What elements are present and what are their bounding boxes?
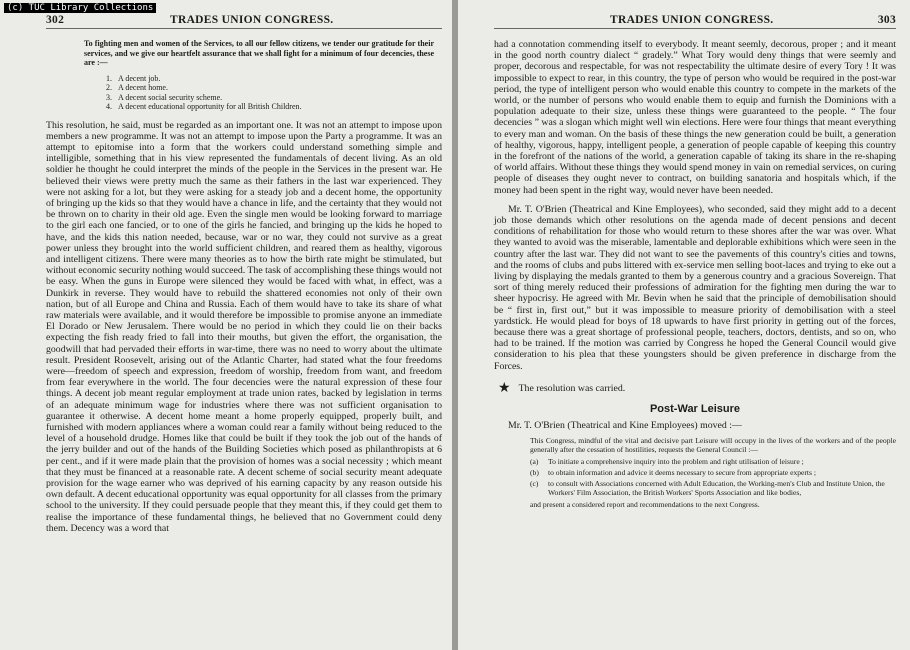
- right-page: [458, 0, 910, 650]
- speech-paragraph: This resolution, he said, must be regarded as an important one. It was not an attempt to impose upon members a new programme. It was not an attempt to impose upon the Party a programme. It was an attempt to epitomise into a form that the workers could understand something simple and intelligible, something that in his view represented the fundamentals of decent living. As an old soldier he thought he could interpret the minds of the people in the Services in the present war. He believed their views were pretty much the same as their fathers in the last war experienced. They were not asking for a lot, but they were asking for a steady job and a decent home, the opportunity of bringing up the kids so that they would have a chance in life, and the certainty that they would not be thrown on to charity in their old age. Even the single men would be looking forward to marriage to the girl each one fancied, or to one of the girls he fancied, and bringing up the kids he hoped to have, and the kids this nation needed, because, war or no war, they could not survive as a great power unless they brought into the world sufficient children, and reared them as healthy, vigorous and intelligent citizens. There were many theories as to how the birth rate might be stimulated, but without economic security nothing would succeed. The task of accomplishing these things would not be easy. When the guns in Europe were silenced they would be faced with what, in effect, was a Dunkirk in reverse. They would have to rebuild the shattered economies not only of their own nation, but of all Europe and China and Russia. Each of them would have to take its share of what raw materials were available, and it would therefore be impossible to promise anyone an immediate El Dorado or New Jerusalem. There would be no period in which they could lie on their backs expecting the fish ready fried to fall into their mouths, but given the effort, the organisation, the goodwill that had pervaded their efforts in war-time, there was no need to worry about the ultimate result. President Roosevelt, arising out of the Atlantic Charter, had stated what the four freedoms were—freedom of speech and expression, freedom of worship, freedom from want, and freedom from fear everywhere in the world. The four decencies were the natural expression of these four things. A decent job meant regular employment at trade union rates, backed by legislation in terms of an adequate minimum wage for industries where there was not sufficient organisation to guarantee it otherwise. A decent home meant a home properly equipped, properly built, and furnished with modern appliances where a woman could rear a family without being reduced to the level of a household drudge. Homes like that could be built if they took the job out of the hands of the jerry builder and out of the hands of the Building Societies which posed as philanthropists at 6 per cent., and if it were made plain that the provision of homes was a social necessity ; which meant that they must be financed at a reasonable rate. A decent scheme of social security meant adequate provision for the wage earner who was deprived of his earning capacity by any reason outside his own default. A decent educational opportunity was equal opportunity for all classes from the primary school to the university. If they could persuade people that they meant this, if they could get them to realise the importance of these fundamental things, he believed that no Government could deny them. Decency was a word that: [46, 119, 442, 534]
- motion-list: [530, 458, 896, 497]
- copyright-watermark: (c) TUC Library Collections: [4, 3, 156, 13]
- right-page-number: 303: [877, 14, 896, 26]
- star-icon: ★: [498, 380, 511, 396]
- resolution-carried: [498, 380, 896, 397]
- demands-list: [106, 74, 442, 112]
- motion-item: (c) to consult with Associations concerned with Adult Education, the Working-men's Club and Institute Union, the Workers' Film Association, the British Workers' Sports Association and like bodies,: [530, 479, 885, 497]
- demand-item: 3. A decent social security scheme.: [106, 92, 223, 102]
- motion-item: (b) to obtain information and advice it deems necessary to secure from appropriate experts ;: [530, 468, 817, 478]
- mover-line: Mr. T. O'Brien (Theatrical and Kine Employees) moved :—: [508, 419, 742, 431]
- demand-item: 2. A decent home.: [106, 83, 168, 92]
- speech-continuation: had a connotation commending itself to everybody. It meant seemly, decorous, proper ; and it meant in the good north country dialect “ gradely.” What Tory would deny things that were seemly and proper, decorous and respectable, for was not respectability the ultimate desire of every Tory ! It was impossible to expect to rear, in this country, the type of person who would be required in the post-war period, the type of intelligent person who would enable this country to compete in the markets of the world, or the number of persons who would enable them to equip and furnish the Dominions with a population adequate to their size, unless these things were guaranteed to the people. “ The four decencies ” was a slogan which might well win elections. Here were four things that meant everything to every man and woman. On the basis of these things the new generation could be built, a generation of healthy, vigorous, happy, intelligent people, a generation of people capable of keeping this country in the forefront of the nations of the world, a generation capable of taking its share in the re-shaping of world affairs. Without these things they would spend money in vain on remedial services, on curing people of diseases they ought never to contract, on building sanatoria and hospitals which, if the money had been spent in the right way, would never have been needed.: [494, 39, 896, 196]
- resolution-intro: To fighting men and women of the Services, to all our fellow citizens, we tender our gratitude for their services, and we give our heartfelt assurance that we shall fight for a minimum of four decencies, these are :—: [84, 39, 434, 67]
- demand-item: 4. A decent educational opportunity for all British Children.: [106, 102, 302, 111]
- carried-text: The resolution was carried.: [518, 382, 626, 394]
- left-running-title: TRADES UNION CONGRESS.: [170, 14, 334, 26]
- left-page: [0, 0, 452, 650]
- left-page-number: 302: [46, 14, 65, 26]
- motion-item: (a) To initiate a comprehensive inquiry into the problem and right utilisation of leisure ;: [530, 457, 804, 467]
- section-heading: Post-War Leisure: [649, 402, 741, 415]
- demand-item: 1. A decent job.: [106, 73, 161, 83]
- right-running-head: [494, 14, 896, 29]
- left-running-head: [46, 14, 442, 29]
- motion-end: and present a considered report and recommendations to the next Congress.: [530, 499, 760, 509]
- seconder-paragraph: Mr. T. O'Brien (Theatrical and Kine Employees), who seconded, said they might add to a decent job those demands which other resolutions on the agenda made of decent pensions and decent conditions of rehabilitation for those who would return to these shores after the war was over. What they wanted to avoid was the miserable, lamentable and deplorable exhibitions which were seen in the country after the last war. They did not want to see the pavements of this country's cities and towns, and the rooms of clubs and pubs littered with ex-service men selling boot-laces and trying to eke out a living by displaying the medals granted to them by a generous country and a gracious Sovereign. That sort of thing merely reduced their professions of admiration for the fighting men during the war to sheer hypocrisy. He agreed with Mr. Bevin when he said that the principle of demobilisation should be “ first in, first out,” but it was impossible to measure priority of demobilisation with a steel yardstick. He would plead for boys of 18 upwards to have first priority in getting out of the forces, because there was a great shortage of professional people, teachers, doctors, dentists, and so on, who had to be trained. If the motion was carried by Congress he hoped the General Council would give consideration to his plea that these youngsters should be given preference in discharge from the Forces.: [494, 203, 896, 372]
- right-running-title: TRADES UNION CONGRESS.: [610, 14, 774, 26]
- motion-intro: This Congress, mindful of the vital and decisive part Leisure will occupy in the lives of the workers and of the people generally after the cessation of hostilities, requests the General Council :—: [530, 435, 896, 454]
